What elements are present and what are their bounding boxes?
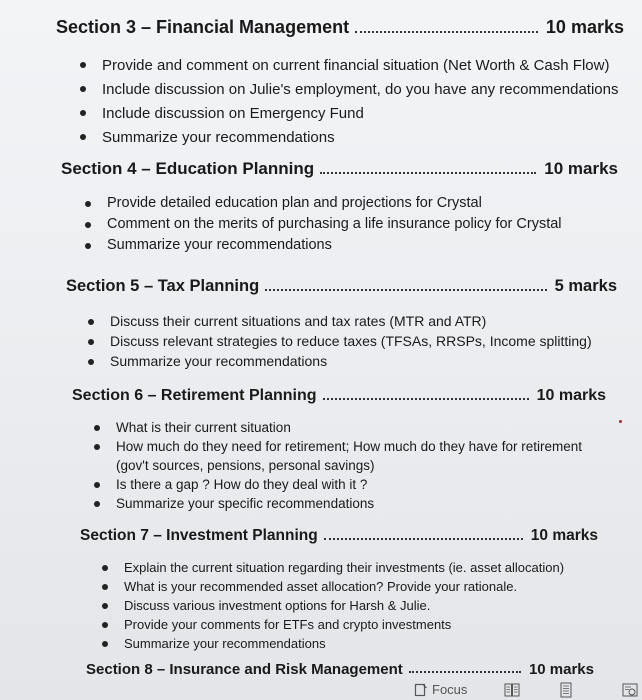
focus-label: Focus [432,682,468,697]
list-item: Include discussion on Julie's employment, do you have any recommendations [102,78,624,102]
section-3 [56,12,624,150]
bullet-list [102,54,624,150]
section-7 [80,524,598,653]
list-item: Comment on the merits of purchasing a life insurance policy for Crystal [107,214,618,235]
section-6 [72,383,606,513]
bullet-list [116,418,606,513]
list-item: Summarize your recommendations [110,351,617,371]
section-5 [66,272,617,371]
list-item: Summarize your recommendations [107,235,618,256]
list-item: Provide detailed education plan and projections for Crystal [107,193,618,214]
list-item: Discuss relevant strategies to reduce taxes (TFSAs, RRSPs, Income splitting) [110,331,617,351]
dot-leader [320,171,536,174]
dot-leader [355,30,538,33]
dot-leader [324,537,523,540]
section-heading [72,383,606,405]
dot-leader [323,397,529,400]
section-title: Section 4 – Education Planning [61,159,315,178]
section-marks: 5 marks [554,277,617,295]
list-item: Summarize your recommendations [102,126,624,150]
status-bar [400,680,642,700]
list-item: How much do they need for retirement; How much do they have for retirement (gov't sources, pensions, personal savings) [116,437,606,475]
section-title: Section 5 – Tax Planning [66,277,260,295]
focus-button[interactable] [414,682,467,697]
section-heading [56,12,624,38]
dot-leader [265,288,546,291]
section-marks: 10 marks [530,527,598,544]
list-item: Is there a gap ? How do they deal with it ? [116,475,606,494]
section-heading [86,658,594,678]
section-heading [80,524,598,545]
read-mode-icon[interactable] [504,682,520,698]
section-title: Section 6 – Retirement Planning [72,387,317,404]
section-title: Section 3 – Financial Management [56,17,350,37]
section-heading [61,155,618,179]
section-4 [61,155,618,256]
list-item: Summarize your recommendations [124,634,598,653]
list-item: Explain the current situation regarding their investments (ie. asset allocation) [124,558,598,577]
section-8 [86,658,594,678]
web-layout-icon[interactable] [622,682,638,698]
list-item: What is your recommended asset allocation? Provide your rationale. [124,577,598,596]
dot-leader [409,670,521,673]
section-marks: 10 marks [536,387,606,404]
list-item: Discuss their current situations and tax rates (MTR and ATR) [110,311,617,331]
list-item: Include discussion on Emergency Fund [102,102,624,126]
bullet-list [124,558,598,653]
list-item: Provide your comments for ETFs and crypto investments [124,615,598,634]
list-item: What is their current situation [116,418,606,437]
list-item: Discuss various investment options for Harsh & Julie. [124,596,598,615]
bullet-list [107,193,618,256]
print-layout-icon[interactable] [558,682,574,698]
section-title: Section 7 – Investment Planning [80,527,318,544]
stray-mark [619,420,622,423]
focus-icon [414,683,428,697]
list-item: Provide and comment on current financial situation (Net Worth & Cash Flow) [102,54,624,78]
section-marks: 10 marks [544,159,618,178]
section-marks: 10 marks [528,661,594,678]
bullet-list [110,311,617,371]
section-heading [66,272,617,296]
list-item: Summarize your specific recommendations [116,494,606,513]
section-title: Section 8 – Insurance and Risk Management [86,661,403,678]
section-marks: 10 marks [545,17,624,37]
